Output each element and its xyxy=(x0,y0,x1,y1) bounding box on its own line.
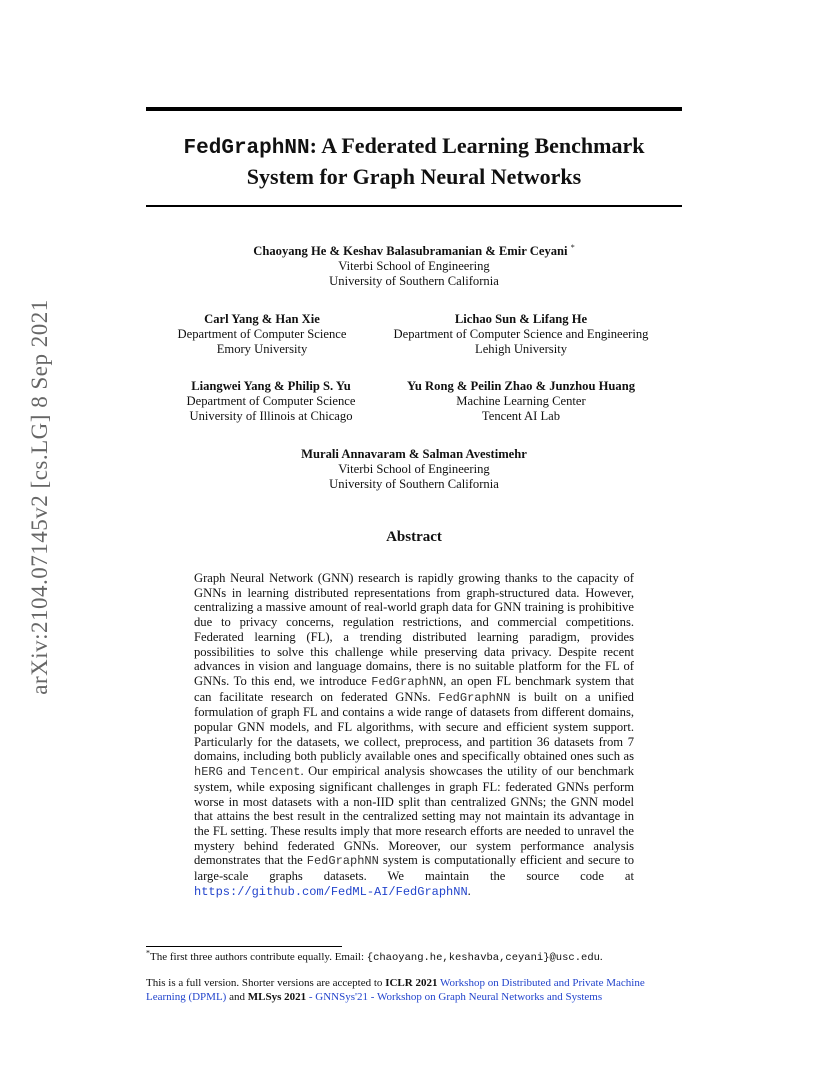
venue-mlsys: MLSys 2021 xyxy=(247,991,307,1003)
author-names: Yu Rong & Peilin Zhao & Junzhou Huang xyxy=(406,379,636,393)
abstract-text: , an open FL benchmark system that can facilitate research on federated GNNs. xyxy=(194,673,634,704)
abstract-text: system is computationally efficient and secure to large-scale graphs datasets. We maintain the source code at xyxy=(194,853,634,884)
arxiv-sidebar-stamp: arXiv:2104.07145v2 [cs.LG] 8 Sep 2021 xyxy=(27,299,52,695)
title-line1: : A Federated Learning Benchmark xyxy=(309,133,645,158)
note-text: This is a full version. Shorter versions are accepted to xyxy=(146,977,386,989)
workshop-link-gnnsys[interactable]: - GNNSys'21 - Workshop on Graph Neural Networks and Systems xyxy=(306,991,603,1003)
author-affiliation: University of Southern California xyxy=(329,477,499,491)
author-names: Carl Yang & Han Xie xyxy=(204,312,320,326)
author-affiliation: University of Illinois at Chicago xyxy=(189,409,353,423)
abstract-code: Tencent xyxy=(250,765,301,780)
note-text: and xyxy=(226,991,248,1003)
abstract-text: Graph Neural Network (GNN) research is rapidly growing thanks to the capacity of GNNs in learning distributed representations from graph-structured data. However, centralizing a massive amount of real-world graph data for GNN training is prohibitive due to privacy concerns, regulation restrictions, and commercial competitions. Federated learning (FL), a trending distributed learning paradigm, provides possibilities to solve this challenge while preserving data privacy. Despite recent advances in vision and language domains, there is no suitable platform for the FL of GNNs. To this end, we introduce xyxy=(194,571,634,688)
author-affiliation: University of Southern California xyxy=(329,274,499,288)
author-block-6 xyxy=(146,447,682,492)
author-names: Murali Annavaram & Salman Avestimehr xyxy=(301,447,527,461)
abstract-text: and xyxy=(222,764,251,779)
author-affiliation: Machine Learning Center xyxy=(456,394,586,408)
title-top-rule xyxy=(146,107,682,111)
abstract-code: FedGraphNN xyxy=(371,674,444,689)
author-affiliation: Department of Computer Science and Engineering xyxy=(393,327,649,341)
author-affiliation: Viterbi School of Engineering xyxy=(338,462,490,476)
author-affiliation: Emory University xyxy=(216,342,308,356)
author-block-3 xyxy=(378,312,664,357)
author-names: Chaoyang He & Keshav Balasubramanian & Emir Ceyani xyxy=(253,244,568,258)
title-bottom-rule xyxy=(146,205,682,207)
footnote-rule xyxy=(146,946,342,947)
abstract-text: . xyxy=(467,883,471,898)
author-affiliation: Lehigh University xyxy=(475,342,567,356)
author-block-2 xyxy=(156,312,368,357)
author-block-1 xyxy=(146,244,682,289)
author-affiliation: Department of Computer Science xyxy=(177,327,347,341)
author-footnote-mark: * xyxy=(570,242,575,252)
author-names: Lichao Sun & Lifang He xyxy=(454,312,588,326)
author-block-5 xyxy=(396,379,646,424)
workshop-link-dpml[interactable]: Workshop on Distributed and Private Machine Learning (DPML) xyxy=(146,977,645,1003)
abstract-heading: Abstract xyxy=(386,529,442,545)
abstract-code: FedGraphNN xyxy=(306,854,379,869)
abstract-body xyxy=(194,571,634,899)
abstract-text: is built on a unified formulation of graph FL and contains a wide range of datasets from different domains, popular GNN models, and FL algorithms, with secure and efficient system support. Particularly for the datasets, we collect, preprocess, and partition 36 datasets from 7 domains, including both publicly available ones and specifically obtained ones such as xyxy=(194,689,634,764)
system-name: FedGraphNN xyxy=(183,137,310,160)
footnote-mark: * xyxy=(146,948,150,958)
full-version-note xyxy=(146,976,682,1004)
abstract-code: hERG xyxy=(194,765,223,780)
footnote xyxy=(146,950,696,965)
author-affiliation: Viterbi School of Engineering xyxy=(338,259,490,273)
venue-iclr: ICLR 2021 xyxy=(385,977,438,989)
abstract-code: FedGraphNN xyxy=(438,690,511,705)
title-line2: System for Graph Neural Networks xyxy=(246,164,582,189)
footnote-text: . xyxy=(599,951,603,963)
author-affiliation: Department of Computer Science xyxy=(186,394,356,408)
author-affiliation: Tencent AI Lab xyxy=(481,409,561,423)
footnote-email: {chaoyang.he,keshavba,ceyani}@usc.edu xyxy=(366,952,600,964)
footnote-text: The first three authors contribute equally. Email: xyxy=(150,951,367,963)
author-names: Liangwei Yang & Philip S. Yu xyxy=(191,379,351,393)
author-block-4 xyxy=(166,379,376,424)
paper-title xyxy=(146,132,682,191)
source-code-link[interactable]: https://github.com/FedML-AI/FedGraphNN xyxy=(194,884,468,899)
abstract-text: . Our empirical analysis showcases the utility of our benchmark system, while exposing significant challenges in graph FL: federated GNNs perform worse in most datasets with a non-IID split than centralized GNNs; the GNN model that attains the best result in the centralized setting may not maintain its advantage in the FL setting. These results imply that more research efforts are needed to unravel the mystery behind federated GNNs. Moreover, our system performance analysis demonstrates that the xyxy=(194,764,634,868)
